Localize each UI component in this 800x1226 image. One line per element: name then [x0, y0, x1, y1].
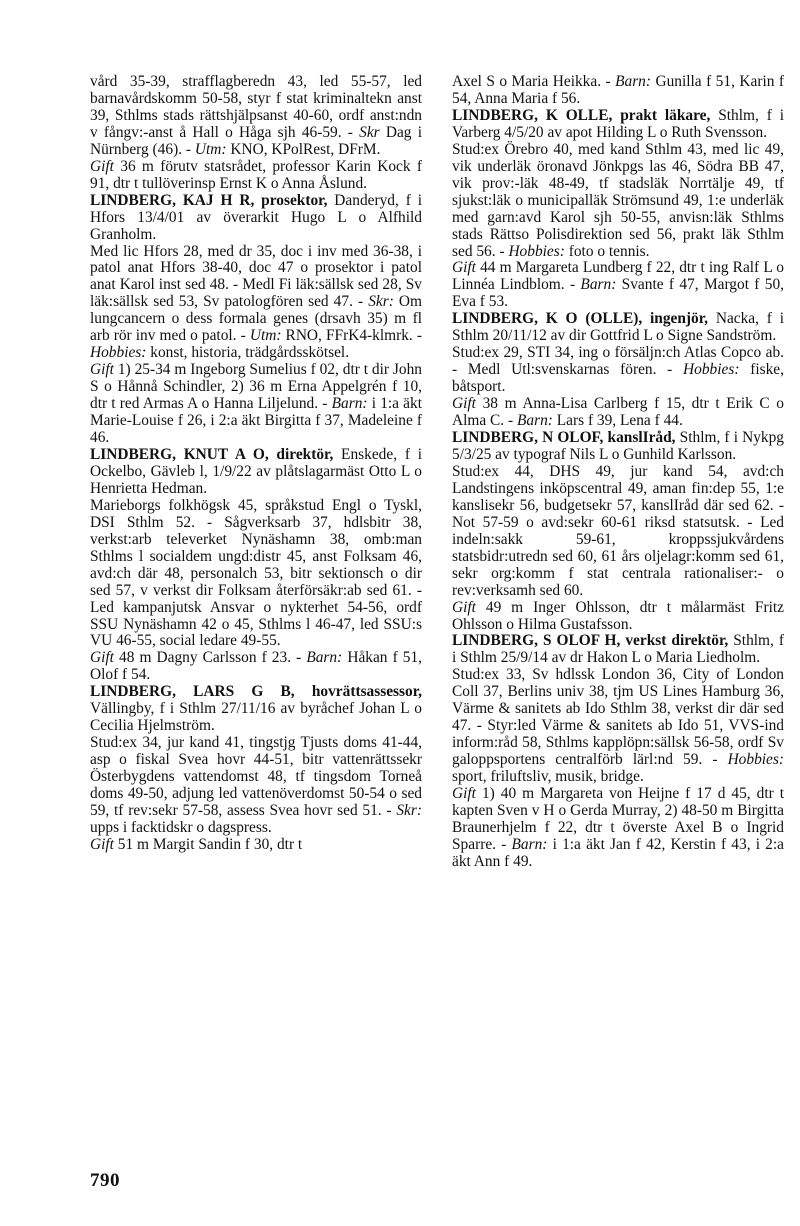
entry-paragraph-head	[452, 108, 784, 142]
entry-headword: LINDBERG, N OLOF, kanslIråd,	[452, 429, 676, 447]
entry-paragraph-head	[90, 74, 422, 159]
text-run: upps i facktidskr o dagspress.	[90, 818, 272, 836]
italic-label: Gift	[452, 259, 476, 277]
text-run: vård 35-39, strafflagberedn 43, led 55-57, led barnavårdskomm 50-58, styr f stat kriminaltekn anst 39, Sthlms stads rättshjälpsanst 40-60, ordf anst:ndn v fångv:-anst å Hall o Håga sjh 46-59. -	[90, 73, 422, 141]
text-run: Danderyd, f i Hfors 13/4/01 av överarkit Hugo L o Alfhild Granholm.	[90, 191, 422, 243]
text-run: 1) 40 m Margareta von Heijne f 17 d 45, dtr t kapten Sven v H o Gerda Murray, 2) 48-50 m Birgitta Braunerhjelm f 22, dtr t överste Axel B o Ingrid Sparre. -	[452, 785, 784, 853]
biography-entry	[452, 430, 784, 633]
italic-label: Utm:	[249, 327, 282, 345]
biography-entry	[452, 74, 784, 108]
italic-label: Skr:	[368, 293, 394, 311]
italic-label: Barn:	[580, 276, 617, 294]
text-run: Med lic Hfors 28, med dr 35, doc i inv med 36-38, i patol anat Hfors 38-40, doc 47 o prosektor i patol anat Karol inst sed 48. - Medl Fi läk:sällsk sed 28, Sv läk:sällsk sed 53, Sv patologfören sed 47. -	[90, 242, 422, 311]
entry-paragraph	[452, 600, 784, 634]
biography-entry	[452, 108, 784, 311]
text-run: 36 m förutv statsrådet, professor Karin Kock f 91, dtr t tullöverinsp Ernst K o Anna Åslund.	[90, 157, 422, 192]
biography-entry	[90, 193, 422, 447]
entry-paragraph-head	[452, 311, 784, 345]
entry-paragraph	[90, 735, 422, 837]
entry-paragraph-head	[90, 447, 422, 498]
italic-label: Skr	[359, 123, 380, 141]
text-run: Vällingby, f i Sthlm 27/11/16 av byråchef Johan L o Cecilia Hjelmström.	[90, 700, 422, 735]
italic-label: Barn:	[331, 395, 368, 413]
biography-entry	[90, 447, 422, 684]
text-run: Håkan f 51, Olof f 54.	[90, 649, 423, 684]
text-run: fiske, båtsport.	[452, 361, 784, 396]
italic-label: Skr:	[396, 801, 422, 819]
text-run: Gunilla f 51, Karin f 54, Anna Maria f 56.	[452, 73, 784, 107]
text-run: Marieborgs folkhögsk 45, språkstud Engl o Tyskl, DSI Sthlm 52. - Sågverksarb 37, hdlsbitr 38, verkst:arb televerket Nynäshamn 38, omb:man Sthlms l socialdem ungd:distr 45, anst Folksam 46, avd:ch där 48, personalch 53, bitr sektionsch o dir sed 57, v verkst dir Folksam återförsäkr:ab sed 61. - Led kampanjutsk Ansvar o nykterhet 54-56, ordf SSU Nynäshamn 42 o 45, Sthlms l 46-47, led SSU:s VU 46-55, social ledare 49-55.	[90, 496, 422, 650]
entry-headword: LINDBERG, K O (OLLE), ingenjör,	[452, 310, 709, 328]
text-run: KNO, KPolRest, DFrM.	[226, 140, 381, 158]
italic-label: Hobbies:	[90, 344, 147, 362]
italic-label: Utm:	[194, 140, 227, 158]
text-run: Om lungcancern o dess formala genes (drsavh 35) m fl arb rör inv med o patol. -	[90, 293, 422, 345]
text-run: 48 m Dagny Carlsson f 23. -	[113, 649, 307, 667]
entry-paragraph-head	[452, 74, 784, 108]
text-run: Stud:ex Örebro 40, med kand Sthlm 43, med lic 49, vik underläk öronavd Jönkpgs las 46, Södra BB 47, vik prov:-läk 48-49, tf stadsläk Norrtälje 49, tf sjukst:läk o municipalläk Strömsund 49, 1:e underläk med garn:avd Karol sjh 50-55, anvisn:läk Sthlms stads Rättso Polisdirektion sed 56, prakt läk Sthlm sed 56. -	[452, 140, 784, 260]
italic-label: Barn:	[306, 649, 343, 667]
text-run: Stud:ex 29, STI 34, ing o försäljn:ch Atlas Copco ab. - Medl Utl:svenskarnas fören. -	[452, 344, 784, 379]
italic-label: Hobbies:	[727, 751, 784, 769]
italic-label: Gift	[452, 785, 476, 803]
text-run: Lars f 39, Lena f 44.	[552, 412, 683, 430]
entry-paragraph	[90, 362, 422, 447]
entry-paragraph	[452, 667, 784, 786]
entry-paragraph-head	[452, 633, 784, 667]
entry-paragraph	[452, 464, 784, 600]
entry-paragraph	[90, 244, 422, 363]
italic-label: Barn:	[511, 835, 548, 853]
text-run: Sthlm, f i Nykpg 5/3/25 av typograf Nils L o Gunhild Karlsson.	[452, 429, 784, 463]
text-run: 1) 25-34 m Ingeborg Sumelius f 02, dtr t dir John S o Hånnå Schindler, 2) 36 m Erna Appelgrén f 10, dtr t red Armas A o Hanna Liljelund. -	[90, 361, 422, 413]
text-run: Enskede, f i Ockelbo, Gävleb l, 1/9/22 av plåtslagarmäst Otto L o Henrietta Hedman.	[90, 445, 422, 497]
entry-headword: LINDBERG, LARS G B, hovrättsassessor,	[90, 683, 422, 701]
italic-label: Gift	[90, 361, 114, 379]
page-number: 790	[90, 1170, 120, 1191]
italic-label: Hobbies:	[508, 242, 565, 260]
text-run: RNO, FFrK4-klmrk. -	[281, 327, 422, 345]
italic-label: Gift	[90, 649, 114, 667]
italic-label: Gift	[90, 157, 114, 175]
italic-label: Gift	[452, 598, 476, 616]
text-run: Stud:ex 33, Sv hdlssk London 36, City of London Coll 37, Berlins univ 38, tjm US Lines Hamburg 36, Värme & sanitets ab Ido Sthlm 38, verkst dir där sed 47. - Styr:led Värme & sanitets ab Ido 51, VVS-ind inform:råd 58, Sthlms kapplöpn:sällsk 56-58, ordf Sv galoppsportens centralförb lärl:nd 59. -	[452, 666, 784, 769]
italic-label: Gift	[452, 395, 476, 413]
entry-headword: LINDBERG, K OLLE, prakt läkare,	[452, 106, 711, 124]
biography-entry	[452, 311, 784, 430]
italic-label: Gift	[90, 835, 114, 853]
biography-entry	[452, 633, 784, 870]
entry-paragraph-head	[452, 430, 784, 464]
text-run: foto o tennis.	[564, 242, 650, 260]
italic-label: Barn:	[615, 73, 652, 90]
text-run: konst, historia, trädgårdsskötsel.	[146, 344, 350, 362]
entry-paragraph	[90, 650, 422, 684]
text-run: Stud:ex 44, DHS 49, jur kand 54, avd:ch Landstingens inköpscentral 49, aman fin:dep 55, 1:e kanslisekr 56, budgetsekr 57, kanslIråd där sed 62. - Not 57-59 o avd:sekr 60-61 riksd statsutsk. - Led indeln:sakk 59-61, kroppssjukvårdens statsbidr:utredn sed 60, 61 års oljelagr:komm sed 61, sekr org:komm f stat centrala rationaliser:- o rev:verksamh sed 60.	[452, 462, 784, 599]
entry-headword: LINDBERG, S OLOF H, verkst direktör,	[452, 632, 729, 650]
text-run: Stud:ex 34, jur kand 41, tingstjg Tjusts doms 41-44, asp o fiskal Svea hovr 44-51, bitr vattenrättssekr Österbygdens vattendomst 48, tf tingsdom Torneå doms 49-50, adjung led vattenöverdomst 50-54 o sed 59, tf rev:sekr 57-58, assess Svea hovr sed 51. -	[90, 734, 422, 819]
text-run: 49 m Inger Ohlsson, dtr t målarmäst Fritz Ohlsson o Hilma Gustafsson.	[452, 598, 784, 633]
entry-paragraph	[90, 837, 422, 854]
biography-entry	[90, 684, 422, 854]
entry-headword: LINDBERG, KNUT A O, direktör,	[90, 445, 334, 463]
entry-paragraph	[452, 260, 784, 311]
entry-paragraph	[452, 142, 784, 261]
text-run: 51 m Margit Sandin f 30, dtr t	[113, 835, 303, 853]
entry-paragraph-head	[90, 193, 422, 244]
text-run: i 1:a äkt Jan f 42, Kerstin f 43, i 2:a äkt Ann f 49.	[452, 835, 784, 870]
text-run: Svante f 47, Margot f 50, Eva f 53.	[452, 276, 785, 311]
entry-paragraph	[452, 345, 784, 396]
entry-paragraph	[452, 786, 784, 871]
biography-entry	[90, 74, 422, 193]
italic-label: Hobbies:	[683, 361, 740, 379]
text-run: Dag i Nürnberg (46). -	[90, 123, 422, 158]
entry-paragraph	[90, 159, 422, 193]
entry-headword: LINDBERG, KAJ H R, prosektor,	[90, 191, 328, 209]
text-run: 38 m Anna-Lisa Carlberg f 15, dtr t Erik C o Alma C. -	[452, 395, 784, 430]
text-run: 44 m Margareta Lundberg f 22, dtr t ing Ralf L o Linnéa Lindblom. -	[452, 259, 784, 294]
right-column	[452, 74, 784, 871]
text-run: Nacka, f i Sthlm 20/11/12 av dir Gottfrid L o Signe Sandström.	[452, 310, 784, 345]
text-run: Axel S o Maria Heikka. -	[452, 73, 616, 90]
left-column	[90, 74, 422, 854]
entry-paragraph	[452, 396, 784, 430]
text-run: sport, friluftsliv, musik, bridge.	[452, 768, 644, 786]
italic-label: Barn:	[516, 412, 553, 430]
text-run: Sthlm, f i Sthlm 25/9/14 av dr Hakon L o Maria Liedholm.	[452, 632, 784, 667]
entry-paragraph	[90, 498, 422, 651]
text-run: Sthlm, f i Varberg 4/5/20 av apot Hilding L o Ruth Svensson.	[452, 106, 784, 141]
entry-paragraph-head	[90, 684, 422, 735]
text-run: i 1:a äkt Marie-Louise f 26, i 2:a äkt Birgitta f 37, Madeleine f 46.	[90, 395, 422, 447]
